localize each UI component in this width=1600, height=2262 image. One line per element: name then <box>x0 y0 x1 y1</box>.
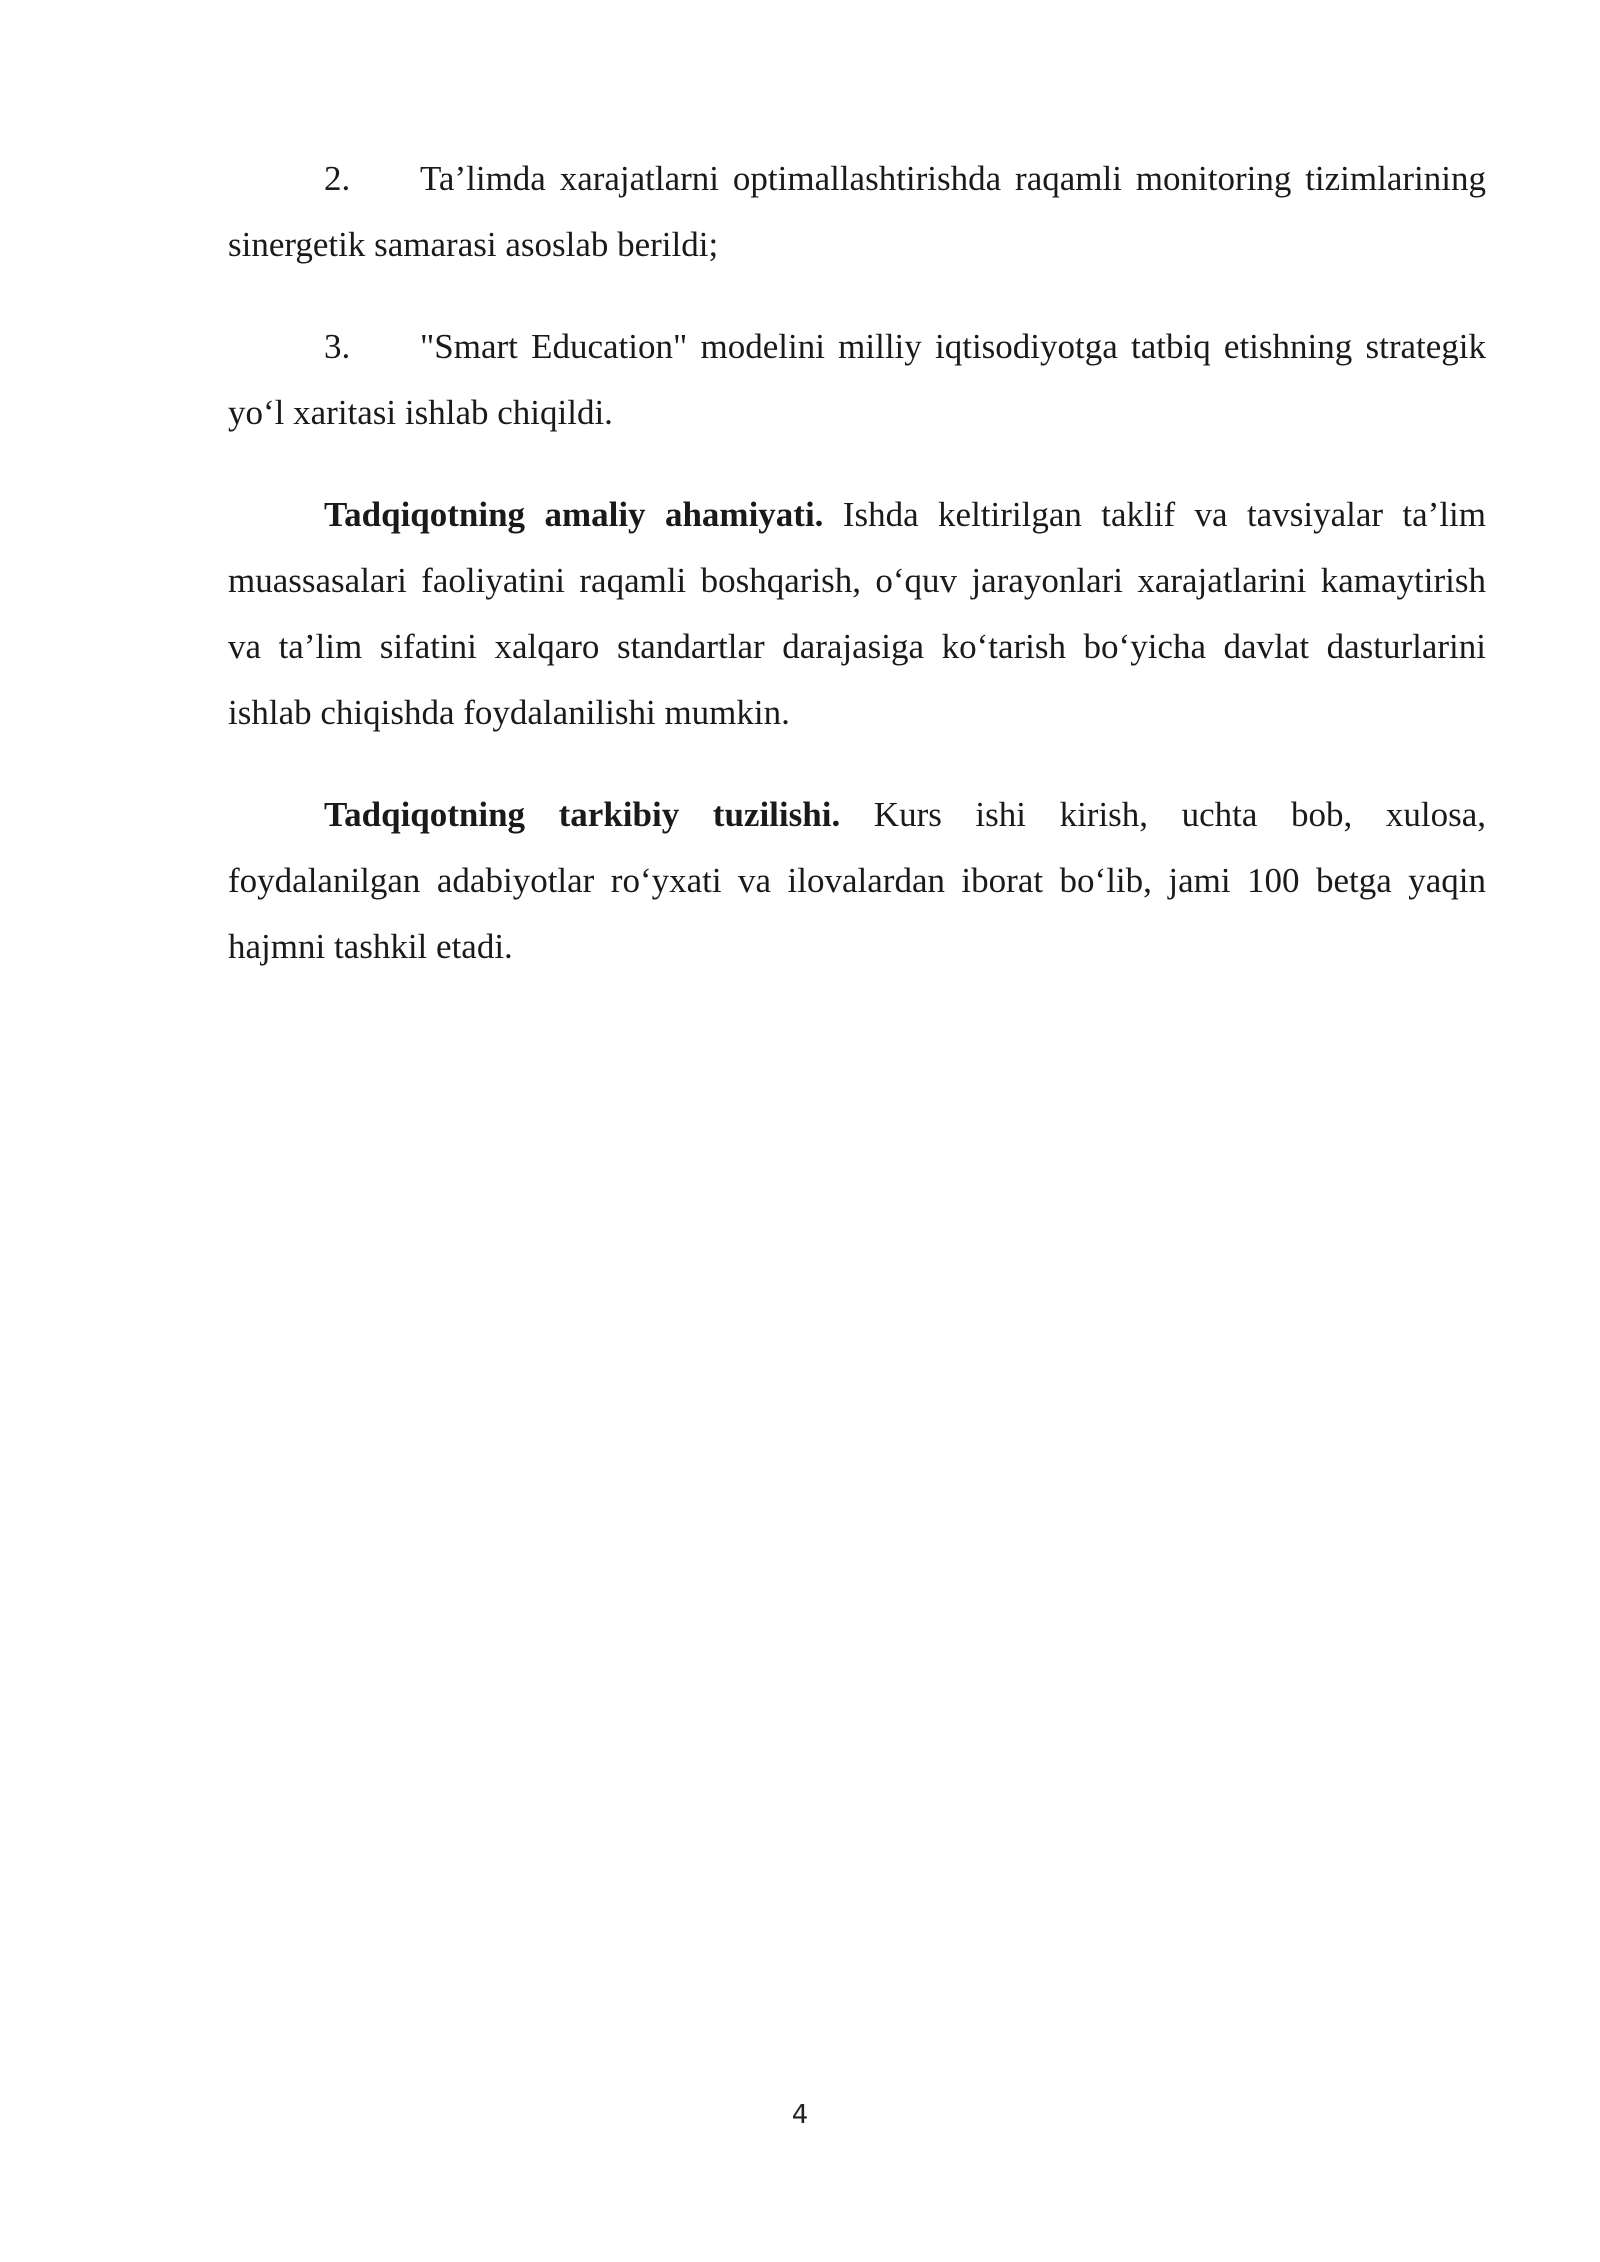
section-heading: Tadqiqotning tarkibiy tuzilishi. <box>324 795 841 834</box>
section-heading: Tadqiqotning amaliy ahamiyati. <box>324 495 824 534</box>
list-item-text: "Smart Education" modelini milliy iqtisodiyotga tatbiq etishning strategik yo‘l xaritasi ishlab chiqildi. <box>228 327 1486 432</box>
page-content <box>228 146 1486 1016</box>
list-item-3 <box>228 314 1486 446</box>
section-text: Ishda keltirilgan taklif va tavsiyalar ta’lim muassasalari faoliyatini raqamli boshqarish, o‘quv jarayonlari xarajatlarini kamaytirish va ta’lim sifatini xalqaro standartlar darajasiga ko‘tarish bo‘yicha davlat dasturlarini ishlab chiqishda foydalanilishi mumkin. <box>228 495 1486 732</box>
section-structure <box>228 782 1486 980</box>
section-text: Kurs ishi kirish, uchta bob, xulosa, foydalanilgan adabiyotlar ro‘yxati va ilovalardan iborat bo‘lib, jami 100 betga yaqin hajmni tashkil etadi. <box>228 795 1486 966</box>
list-item-number: 2. <box>324 159 351 198</box>
page-number: 4 <box>791 2100 809 2130</box>
list-item-number: 3. <box>324 327 351 366</box>
list-item-2 <box>228 146 1486 278</box>
section-practical-significance <box>228 482 1486 746</box>
list-item-text: Ta’limda xarajatlarni optimallashtirishda raqamli monitoring tizimlarining sinergetik samarasi asoslab berildi; <box>228 159 1486 264</box>
